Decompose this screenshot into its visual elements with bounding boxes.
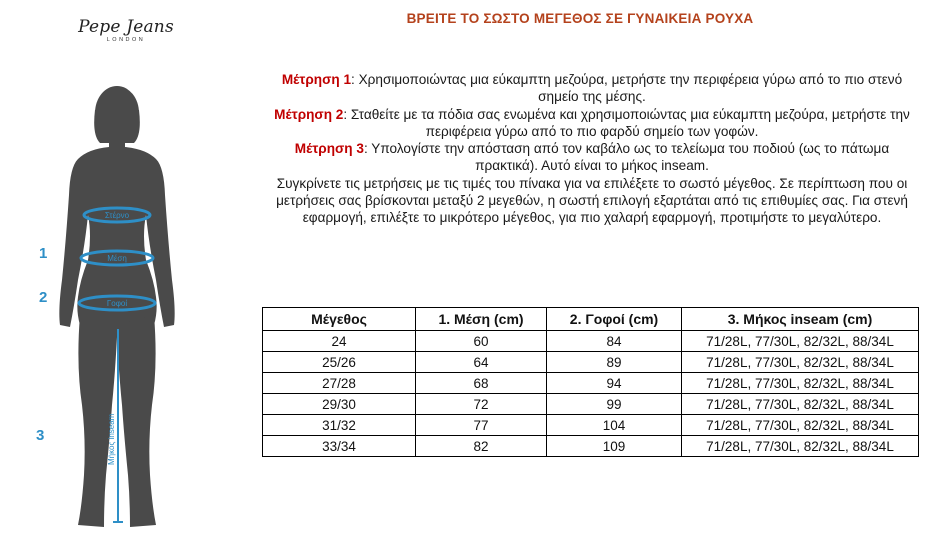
hips-cell: 99 xyxy=(547,394,682,415)
inseam-cell: 71/28L, 77/30L, 82/32L, 88/34L xyxy=(682,436,919,457)
size-cell: 25/26 xyxy=(263,352,416,373)
inseam-label: Μήκος inseam xyxy=(107,413,116,465)
marker-3: 3 xyxy=(36,427,45,444)
waist-label: Μέση xyxy=(107,254,127,263)
waist-cell: 77 xyxy=(416,415,547,436)
waist-cell: 82 xyxy=(416,436,547,457)
inseam-cell: 71/28L, 77/30L, 82/32L, 88/34L xyxy=(682,331,919,352)
size-cell: 29/30 xyxy=(263,394,416,415)
waist-cell: 60 xyxy=(416,331,547,352)
chest-label: Στέρνο xyxy=(104,211,130,220)
marker-2: 2 xyxy=(39,289,48,306)
waist-cell: 72 xyxy=(416,394,547,415)
measurement-1-label: Μέτρηση 1 xyxy=(281,72,352,87)
silhouette-graphic xyxy=(0,75,240,535)
header-hips: 2. Γοφοί (cm) xyxy=(547,308,682,331)
hips-cell: 94 xyxy=(547,373,682,394)
brand-logo xyxy=(78,18,174,43)
measurement-2-text: : Σταθείτε με τα πόδια σας ενωμένα και χρησιμοποιώντας μια εύκαμπτη μεζούρα, μετρήστε την περιφέρεια γύρω από το πιο φαρδύ σημείο των γοφών. xyxy=(343,106,910,139)
inseam-cell: 71/28L, 77/30L, 82/32L, 88/34L xyxy=(682,352,919,373)
table-row xyxy=(263,352,919,373)
hips-label: Γοφοί xyxy=(106,299,128,308)
header-inseam: 3. Μήκος inseam (cm) xyxy=(682,308,919,331)
measurement-1-text: : Χρησιμοποιώντας μια εύκαμπτη μεζούρα, μετρήστε την περιφέρεια γύρω από το πιο στενό σημείο της μέσης. xyxy=(351,72,903,105)
body-figure xyxy=(0,75,240,535)
inseam-cell: 71/28L, 77/30L, 82/32L, 88/34L xyxy=(682,415,919,436)
compare-text: Συγκρίνετε τις μετρήσεις με τις τιμές του πίνακα για να επιλέξετε το σωστό μέγεθος. Σε περίπτωση που οι μετρήσεις σας βρίσκονται μεταξύ 2 μεγεθών, η σωστή επιλογή εξαρτάται από τις επιθυμίες σας. Για στενή εφαρμογή, επιλέξτε το μικρότερο μέγεθος, για πιο χαλαρή εφαρμογή, προτιμήστε το μεγαλύτερο. xyxy=(276,175,908,226)
measurement-3 xyxy=(262,140,922,175)
measurement-2-label: Μέτρηση 2 xyxy=(274,106,344,122)
hips-cell: 84 xyxy=(547,331,682,352)
measurement-1 xyxy=(262,71,922,106)
page-title: ΒΡΕΙΤΕ ΤΟ ΣΩΣΤΟ ΜΕΓΕΘΟΣ ΣΕ ΓΥΝΑΙΚΕΙΑ ΡΟΥΧΑ xyxy=(406,11,754,26)
hips-cell: 104 xyxy=(547,415,682,436)
size-cell: 33/34 xyxy=(263,436,416,457)
measurement-3-text: : Υπολογίστε την απόσταση από τον καβάλο ως το τελείωμα του ποδιού (ως το πάτωμα πρακτικά). Αυτό είναι το μήκος inseam. xyxy=(363,141,890,174)
hips-cell: 89 xyxy=(547,352,682,373)
table-row xyxy=(263,394,919,415)
size-cell: 24 xyxy=(263,331,416,352)
measurement-2 xyxy=(262,106,922,141)
measurement-3-label: Μέτρηση 3 xyxy=(294,141,364,157)
waist-cell: 64 xyxy=(416,352,547,373)
table-row xyxy=(263,415,919,436)
table-row xyxy=(263,373,919,394)
table-row xyxy=(263,436,919,457)
instructions xyxy=(262,71,922,227)
size-cell: 31/32 xyxy=(263,415,416,436)
table-header-row xyxy=(263,308,919,331)
header-waist: 1. Μέση (cm) xyxy=(416,308,547,331)
size-table xyxy=(262,307,919,457)
hips-cell: 109 xyxy=(547,436,682,457)
size-cell: 27/28 xyxy=(263,373,416,394)
waist-cell: 68 xyxy=(416,373,547,394)
table-row xyxy=(263,331,919,352)
brand-city: LONDON xyxy=(106,37,146,43)
brand-name: Pepe Jeans xyxy=(78,17,174,37)
marker-1: 1 xyxy=(39,245,48,262)
inseam-cell: 71/28L, 77/30L, 82/32L, 88/34L xyxy=(682,394,919,415)
header-size: Μέγεθος xyxy=(263,308,416,331)
inseam-cell: 71/28L, 77/30L, 82/32L, 88/34L xyxy=(682,373,919,394)
